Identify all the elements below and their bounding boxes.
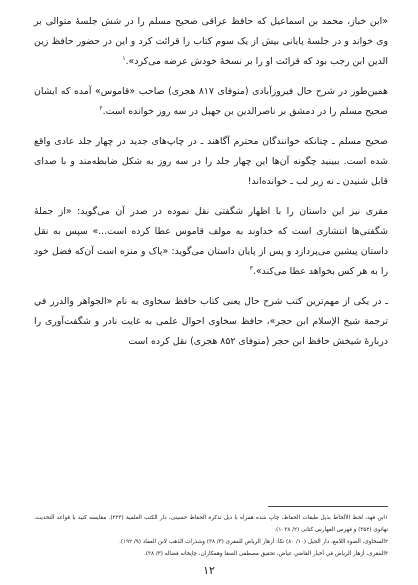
footnote-divider — [268, 506, 388, 507]
footnote-ref-1: ۱ — [122, 54, 126, 62]
paragraph-2-text: همین‌طور در شرح حال فیروزآبادی (متوفای ۸۱۷ هجری) صاحب «قاموس» آمده که ایشان صحیح مسلم را در دمشق بر ناصرالدین بن جهبل در سه روز خوانده است. — [34, 86, 389, 117]
footnotes — [34, 512, 388, 560]
footnote-ref-3: ۳ — [249, 264, 253, 272]
paragraph-4-text: مقری نیز این داستان را با اظهار شگفتی نقل نموده در صدر آن می‌گوید: «از جملهٔ شگفتی‌ها انتشاری است که خداوند به مولف قاموس عطا کرده است...» سپس به نقل داستان پیشین می‌پردازد و پس از پایان داستان می‌گوید: «پاک و منزه است آن‌که فضل خود را به هر کس بخواهد عطا می‌کند». — [34, 206, 388, 277]
paragraph-2 — [34, 82, 388, 122]
footnote-ref-2: ۲ — [99, 104, 103, 112]
footnote-3: ۳المقری، أزهار الریاض في أخبار القاضي عیاض، تحقیق مصطفی السقا وهمکاران، چاپخانه فضاله (۳/ ۳۸). — [144, 551, 388, 557]
paragraph-3-text: صحیح مسلم ـ چنانکه خوانندگان محترم آگاهند ـ در چاپ‌های جدید در چهار جلد عادی واقع شده است. ببینید چگونه آن‌ها این چهار جلد را در سه روز به شکل ضابطه‌مند و با صدای قابل شنیدن ـ نه زیر لب ـ خوانده‌اند! — [34, 136, 388, 187]
paragraph-1-text: «ابن خباز، محمد بن اسماعیل که حافظ عراقی صحیح مسلم را در شش جلسهٔ متوالی بر وی خواند و در جلسهٔ پایانی بیش از یک سوم کتاب را قرائت کرد و این در حضور حافظ زین الدین ابن رجب بود که قرائت او را بر نسخهٔ خودش عرضه می‌کرد». — [34, 16, 388, 67]
footnote-2: ۲السخاوی، الضوء اللامع، دار الجیل (۱۰/ ۸۰) نکا: أزهار الریاض للمقری (۳/ ۳۸) وشذرات الذهب لابن العماد (۹/ ۱۹۲). — [119, 539, 388, 545]
paragraph-5 — [34, 292, 388, 352]
page-number: ۱۲ — [203, 564, 215, 577]
paragraph-3 — [34, 132, 388, 192]
paragraph-1 — [34, 12, 388, 72]
footnote-1: ۱ابن فهد، لحظ الألحاظ بذیل طبقات الحفاظ، چاپ شده همراه با ذیل تذکرة الحفاظ حسینی، دار الکتب العلمیة (۲۲۳). مقایسه کنید با قواعد التحدیث، تهانوی (۳۵۲) و فهرس الفهارس کتانی (۲/ ۱۰۳۸). — [34, 515, 388, 533]
paragraph-4 — [34, 202, 388, 282]
main-text — [34, 12, 388, 352]
paragraph-5-text: ـ در یکی از مهم‌ترین کتب شرح حال یعنی کتاب حافظ سخاوی به نام «الجواهر والدرر في ترجمة شیخ الإسلام ابن حجر»، حافظ سخاوی احوال علمی به غایت نادر و شگفت‌آوری را دربارهٔ شیخش حافظ ابن حجر (متوفای ۸۵۲ هجری) نقل کرده است — [34, 296, 388, 347]
